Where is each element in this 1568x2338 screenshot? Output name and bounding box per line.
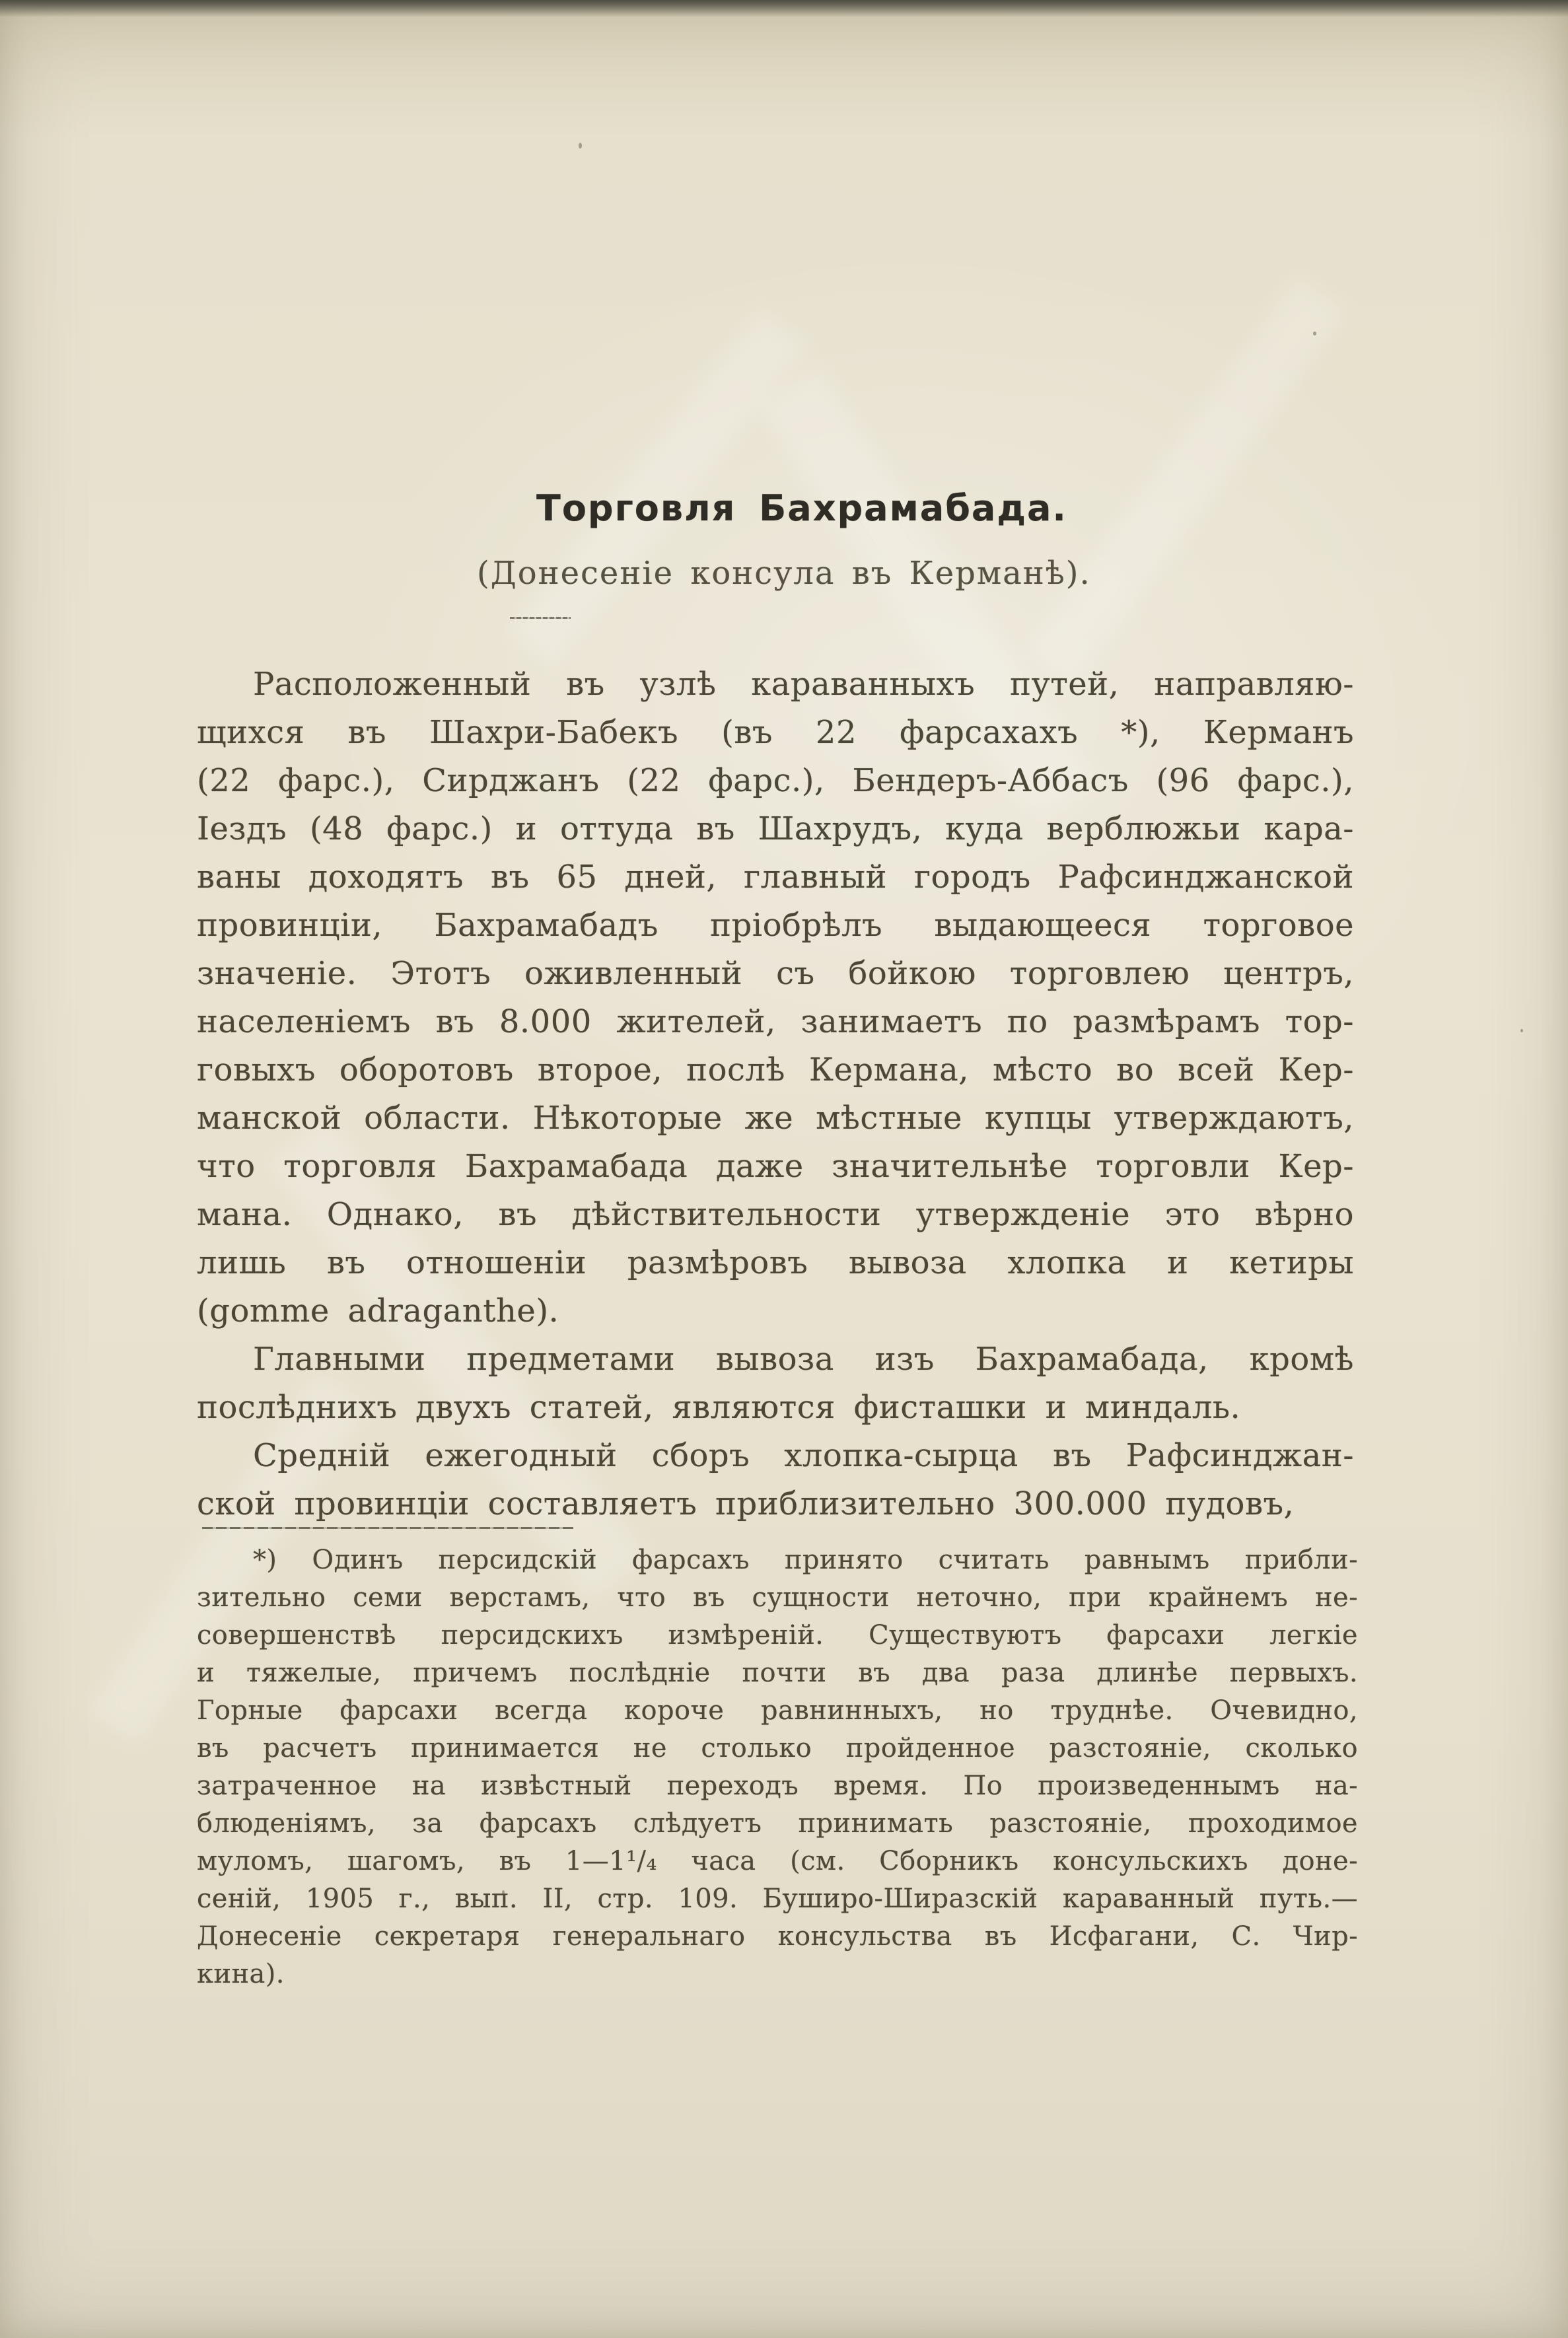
text-line: лишь въ отношеніи размѣровъ вывоза хлопка и кетиры: [197, 1244, 1354, 1281]
text-line: Іездъ (48 фарс.) и оттуда въ Шахрудъ, куда верблюжьи кара-: [197, 810, 1354, 847]
text-line: говыхъ оборотовъ второе, послѣ Кермана, мѣсто во всей Кер-: [197, 1051, 1354, 1088]
text-line: Донесеніе секретаря генеральнаго консульства въ Исфагани, С. Чир-: [197, 1921, 1358, 1952]
text-line: блюденіямъ, за фарсахъ слѣдуетъ принимать разстояніе, проходимое: [197, 1808, 1358, 1839]
text-line: *) Одинъ персидскій фарсахъ принято считать равнымъ прибли-: [253, 1545, 1358, 1575]
text-line: зительно семи верстамъ, что въ сущности неточно, при крайнемъ не-: [197, 1582, 1358, 1613]
footnote: [197, 1541, 1358, 1993]
text-line: сеній, 1905 г., вып. II, стр. 109. Буширо-Ширазскій караванный путь.—: [197, 1884, 1358, 1914]
text-line: щихся въ Шахри-Бабекъ (въ 22 фарсахахъ *), Керманъ: [197, 714, 1354, 751]
text-line: въ расчетъ принимается не столько пройденное разстояніе, сколько: [197, 1733, 1358, 1763]
text-line: Главными предметами вывоза изъ Бахрамабада, кромѣ: [253, 1341, 1354, 1378]
text-line: манской области. Нѣкоторые же мѣстные купцы утверждаютъ,: [197, 1100, 1354, 1137]
text-line: значеніе. Этотъ оживленный съ бойкою торговлею центръ,: [197, 955, 1354, 992]
watermark: [1026, 277, 1345, 686]
section-divider: [510, 617, 571, 619]
body-text: [197, 660, 1354, 1528]
text-line: что торговля Бахрамабада даже значительнѣе торговли Кер-: [197, 1148, 1354, 1185]
footnote-paragraph: [197, 1541, 1358, 1993]
text-line: послѣднихъ двухъ статей, являются фисташки и миндаль.: [197, 1389, 1241, 1426]
text-line: (22 фарс.), Сирджанъ (22 фарс.), Бендеръ-Аббасъ (96 фарс.),: [197, 762, 1354, 799]
paper-speck: [1313, 332, 1316, 336]
page-title: Торговля Бахрамабада.: [536, 487, 1067, 529]
scan-top-edge: [0, 0, 1568, 17]
text-line: населеніемъ въ 8.000 жителей, занимаетъ по размѣрамъ тор-: [197, 1003, 1354, 1040]
text-line: совершенствѣ персидскихъ измѣреній. Существуютъ фарсахи легкіе: [197, 1620, 1358, 1650]
text-line: Расположенный въ узлѣ караванныхъ путей, направляю-: [253, 666, 1354, 703]
text-line: ской провинціи составляетъ приблизительно 300.000 пудовъ,: [197, 1485, 1295, 1522]
text-line: и тяжелые, причемъ послѣдніе почти въ два раза длинѣе первыхъ.: [197, 1658, 1358, 1688]
paragraph: [197, 1432, 1354, 1528]
text-line: муломъ, шагомъ, въ 1—1¹/₄ часа (см. Сборникъ консульскихъ доне-: [197, 1846, 1358, 1876]
text-line: провинціи, Бахрамабадъ пріобрѣлъ выдающееся торговое: [197, 907, 1354, 944]
text-line: мана. Однако, въ дѣйствительности утвержденіе это вѣрно: [197, 1196, 1354, 1233]
paper-speck: [579, 143, 582, 149]
text-line: кина).: [197, 1959, 285, 1989]
paper-speck: [1520, 1029, 1523, 1032]
text-line: Средній ежегодный сборъ хлопка-сырца въ Рафсинджан-: [253, 1437, 1354, 1474]
text-line: Горные фарсахи всегда короче равнинныхъ, но труднѣе. Очевидно,: [197, 1695, 1358, 1726]
page-subtitle: (Донесеніе консула въ Керманѣ).: [477, 555, 1091, 592]
paragraph: [197, 1335, 1354, 1432]
footnote-divider: [202, 1527, 573, 1529]
paragraph: [197, 660, 1354, 1335]
text-line: ваны доходятъ въ 65 дней, главный городъ Рафсинджанской: [197, 859, 1354, 896]
text-line: затраченное на извѣстный переходъ время. По произведеннымъ на-: [197, 1771, 1358, 1801]
text-line: (gomme adraganthe).: [197, 1293, 559, 1329]
